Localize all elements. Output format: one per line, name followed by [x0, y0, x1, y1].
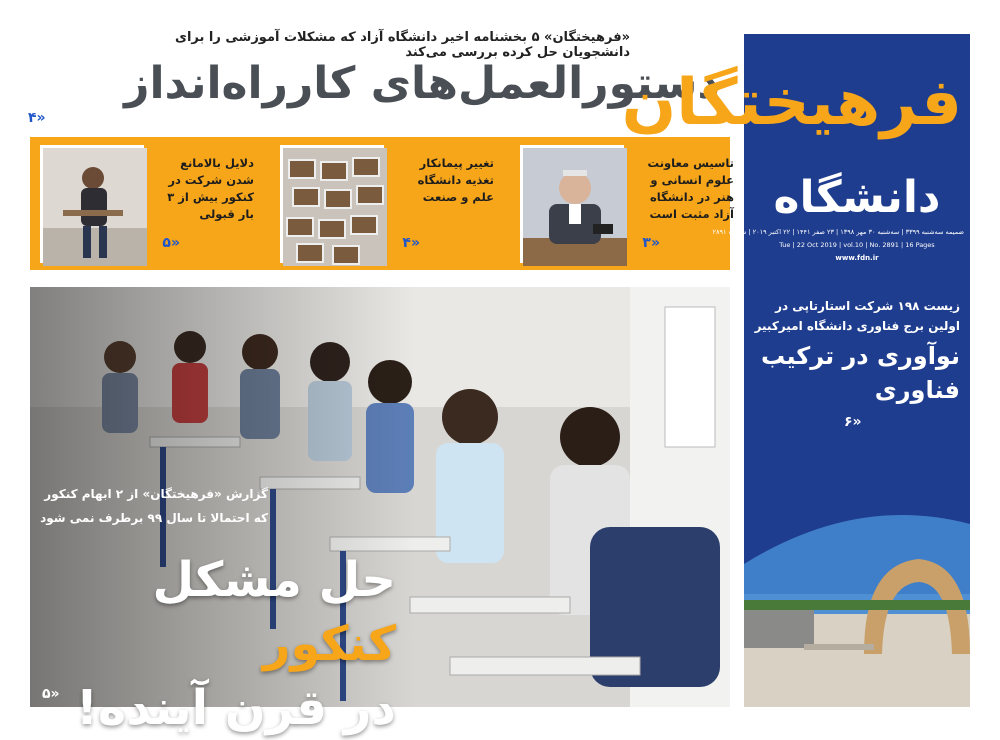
main-story-deck [38, 482, 268, 530]
main-headline[interactable]: دستورالعمل‌های کارراه‌انداز [124, 58, 720, 109]
teaser-page-ref[interactable]: ۴» [402, 235, 420, 251]
teaser-food-contractor[interactable] [270, 145, 500, 263]
teaser-konkur-limit[interactable] [30, 145, 260, 263]
sidebar-story-kicker: زیست ۱۹۸ شرکت استارتاپی در اولین برج فناوری دانشگاه امیرکبیر [754, 299, 960, 333]
main-story-title-part1: حل مشکل [152, 552, 396, 608]
main-story-report-label: گزارش «فرهیختگان» از ۲ ابهام کنکور [44, 487, 268, 501]
headline-page-ref[interactable]: ۴» [28, 110, 46, 126]
headline-kicker: «فرهیختگان» ۵ بخشنامه اخیر دانشگاه آزاد که مشکلات آموزشی را برای دانشجویان حل کرده بررسی می‌کند [175, 30, 630, 60]
main-story-title[interactable] [36, 548, 396, 740]
masthead-website[interactable]: www.fdn.ir [835, 254, 879, 262]
masthead-issue-info-fa: ضمیمه سه‌شنبه ۳۳۹۹ | سه‌شنبه ۳۰ مهر ۱۳۹۸ | ۲۳ صفر ۱۴۴۱ | ۲۲ اکتبر ۲۰۱۹ | شماره ۲۸۹۱ [712, 228, 964, 236]
teaser-humanities-deputy[interactable] [510, 145, 740, 263]
teaser-page-ref[interactable]: ۳» [642, 235, 660, 251]
teaser-photo-food-trays [280, 145, 384, 263]
main-story-title-part2: در قرن آینده! [76, 680, 396, 736]
masthead-logo-sub: دانشگاه [773, 172, 941, 223]
sidebar-story-title[interactable]: نوآوری در ترکیب فناوری [761, 342, 960, 404]
main-story-subtitle: که احتمالا تا سال ۹۹ برطرف نمی شود [40, 511, 268, 525]
masthead-logo-main: فرهیختگان [621, 66, 962, 140]
main-story-title-line1 [36, 548, 396, 676]
main-story-title-accent: کنکور [262, 616, 396, 672]
main-story-page-ref[interactable]: ۵» [42, 686, 60, 702]
teaser-text: تاسیس معاونت علوم انسانی و هنر در دانشگاه آزاد مثبت است [647, 156, 734, 221]
teaser-text: تغییر پیمانکار تغذیه دانشگاه علم و صنعت [417, 156, 494, 204]
teaser-photo-exam-student [40, 145, 144, 263]
sidebar-photo-campus-arch [744, 504, 970, 707]
teaser-page-ref[interactable]: ۵» [162, 235, 180, 251]
sidebar-story-page-ref[interactable]: ۶» [844, 414, 862, 430]
teaser-photo-official [520, 145, 624, 263]
teaser-text: دلایل بالامانع شدن شرکت در کنکور بیش از ۳ بار قبولی [167, 156, 254, 221]
masthead-issue-info-en: Tue | 22 Oct 2019 | vol.10 | No. 2891 | 16 Pages [779, 241, 935, 249]
